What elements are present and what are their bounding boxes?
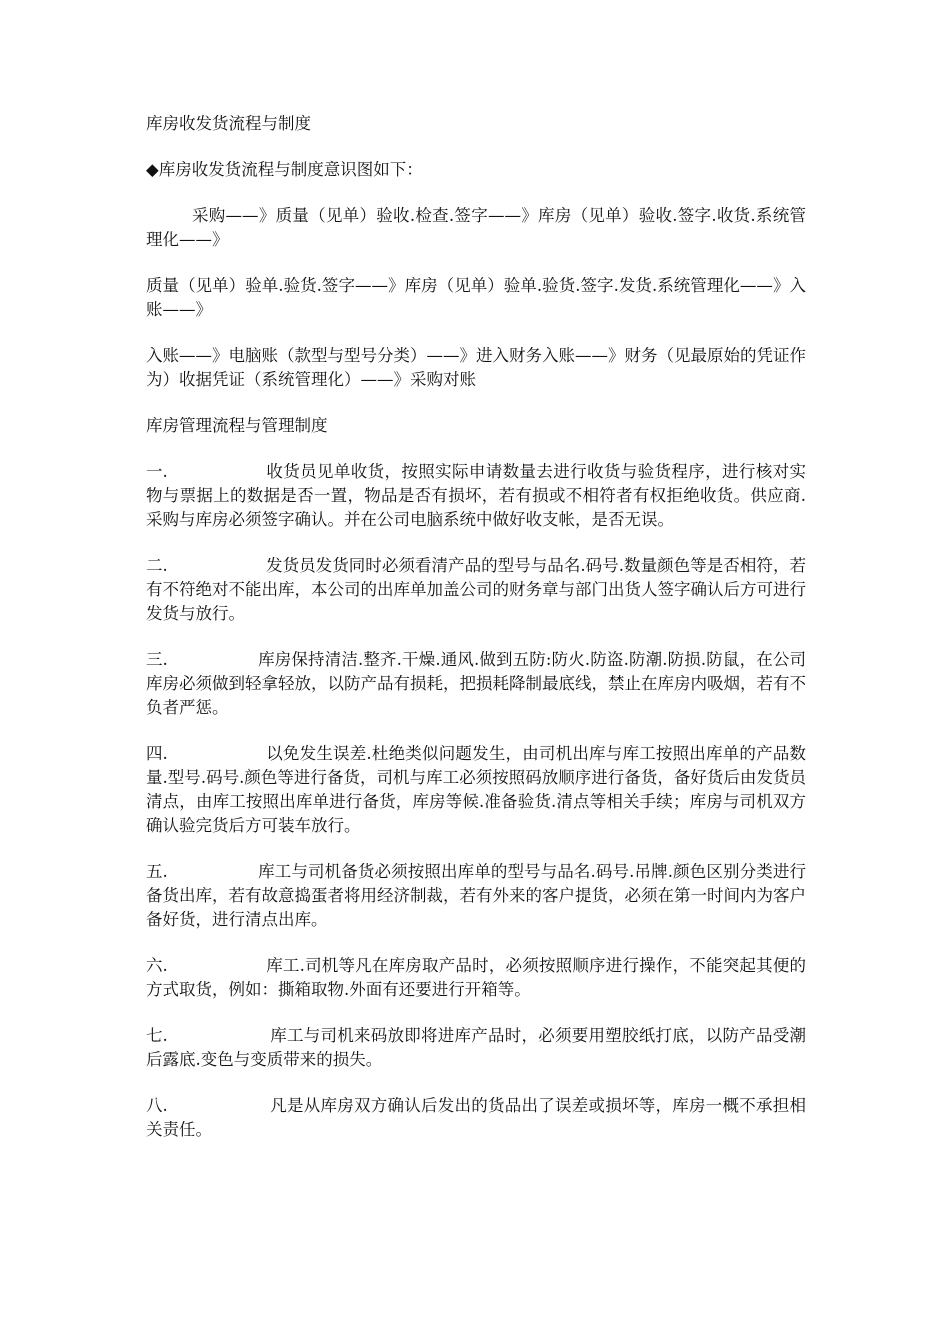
rule-1 (146, 460, 806, 532)
rule-number: 三. (146, 650, 168, 669)
rule-number: 七. (146, 1026, 168, 1045)
rule-text: 凡是从库房双方确认后发出的货品出了误差或损坏等，库房一概不承担相关责任。 (146, 1096, 806, 1139)
rule-text: 库工与司机来码放即将进库产品时，必须要用塑胶纸打底，以防产品受潮后露底.变色与变质带来的损失。 (146, 1026, 806, 1069)
rule-8 (146, 1094, 806, 1142)
rule-text: 以免发生误差.杜绝类似问题发生，由司机出库与库工按照出库单的产品数量.型号.码号.颜色等进行备货，司机与库工必须按照码放顺序进行备货，备好货后由发货员清点，由库工按照出库单进行备货，库房等候.准备验货.清点等相关手续；库房与司机双方确认验完货后方可装车放行。 (146, 744, 806, 835)
section-title: 库房管理流程与管理制度 (146, 416, 328, 435)
rule-number: 二. (146, 556, 168, 575)
rule-text: 收货员见单收货，按照实际申请数量去进行收货与验货程序，进行核对实物与票据上的数据是否一置，物品是否有损坏，若有损或不相符者有权拒绝收货。供应商.采购与库房必须签字确认。并在公司电脑系统中做好收支帐，是否无误。 (146, 462, 806, 529)
flow-line-3: 入账——》电脑账（款型与型号分类）——》进入财务入账——》财务（见最原始的凭证作为）收据凭证（系统管理化）——》采购对账 (146, 346, 806, 389)
rule-7 (146, 1024, 806, 1072)
rule-number: 一. (146, 462, 168, 481)
rule-text: 库工.司机等凡在库房取产品时，必须按照顺序进行操作，不能突起其便的方式取货，例如：撕箱取物.外面有还要进行开箱等。 (146, 956, 806, 999)
document-page (146, 112, 806, 1164)
rule-text: 库房保持清洁.整齐.干燥.通风.做到五防:防火.防盗.防潮.防损.防鼠，在公司库房必须做到轻拿轻放，以防产品有损耗，把损耗降制最底线，禁止在库房内吸烟，若有不负者严惩。 (146, 650, 806, 717)
rule-number: 八. (146, 1096, 168, 1115)
flow-line-2: 质量（见单）验单.验货.签字——》库房（见单）验单.验货.签字.发货.系统管理化——》入账——》 (146, 276, 806, 319)
document-title: 库房收发货流程与制度 (146, 114, 311, 133)
rule-4 (146, 742, 806, 838)
rule-number: 五. (146, 862, 168, 881)
rule-6 (146, 954, 806, 1002)
rule-number: 六. (146, 956, 168, 975)
rule-3 (146, 648, 806, 720)
flow-heading: ◆库房收发货流程与制度意识图如下： (146, 160, 423, 179)
flow-line-1: 采购——》质量（见单）验收.检查.签字——》库房（见单）验收.签字.收货.系统管理化——》 (146, 206, 806, 249)
rule-2 (146, 554, 806, 626)
rule-text: 发货员发货同时必须看清产品的型号与品名.码号.数量颜色等是否相符，若有不符绝对不能出库，本公司的出库单加盖公司的财务章与部门出货人签字确认后方可进行发货与放行。 (146, 556, 806, 623)
rule-text: 库工与司机备货必须按照出库单的型号与品名.码号.吊牌.颜色区别分类进行备货出库，若有故意捣蛋者将用经济制裁，若有外来的客户提货，必须在第一时间内为客户备好货，进行清点出库。 (146, 862, 806, 929)
rule-number: 四. (146, 744, 168, 763)
rule-5 (146, 860, 806, 932)
